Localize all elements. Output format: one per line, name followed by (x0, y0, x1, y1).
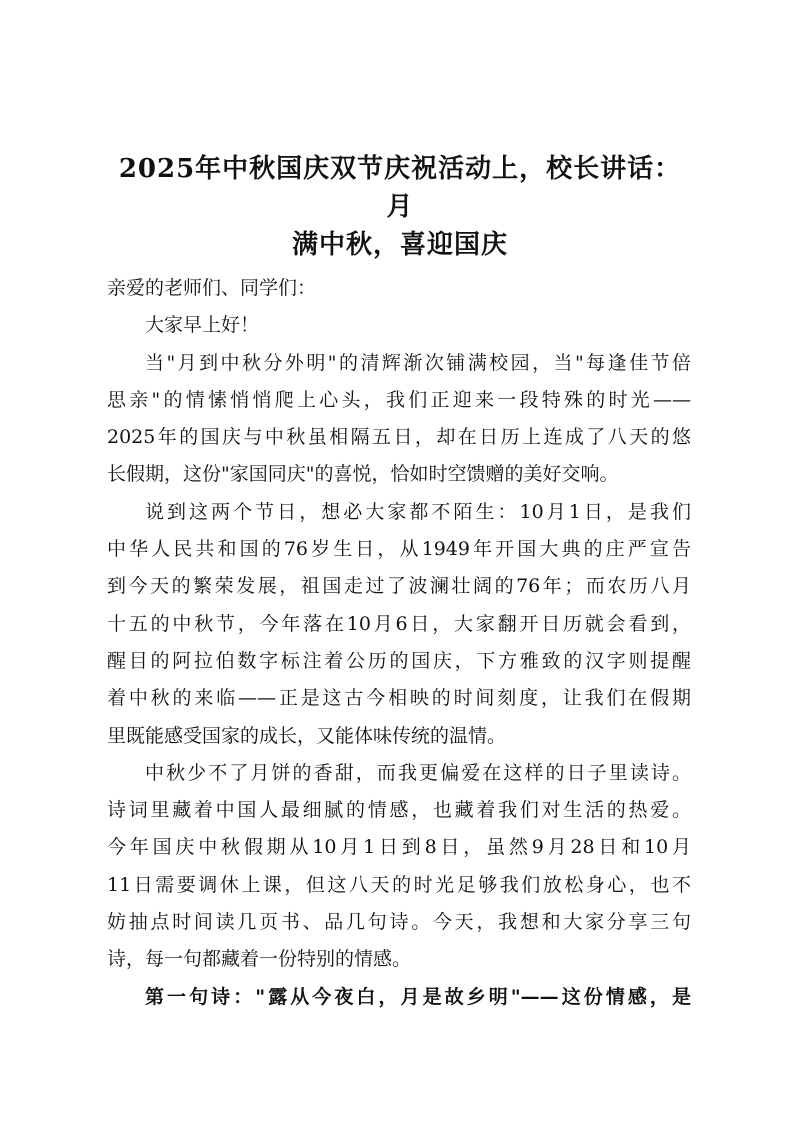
document-body (107, 270, 691, 1016)
title-line: 2025年中秋国庆双节庆祝活动上，校长讲话：月 (118, 154, 682, 222)
text-line: 说到这两个节日，想必大家都不陌生：10月1日，是我们 (145, 500, 691, 523)
text-line: 到今天的繁荣发展，祖国走过了波澜壮阔的76年；而农历八月 (107, 575, 691, 598)
text-line: 诗，每一句都藏着一份特别的情感。 (107, 948, 412, 971)
text-line: 亲爱的老师们、同学们： (107, 277, 317, 299)
text-line: 当"月到中秋分外明"的清辉渐次铺满校园，当"每逢佳节倍 (145, 351, 691, 374)
text-line: 着中秋的来临——正是这古今相映的时间刻度，让我们在假期 (107, 687, 691, 710)
paragraph (107, 494, 691, 755)
paragraph (107, 270, 691, 307)
text-line: 中秋少不了月饼的香甜，而我更偏爱在这样的日子里读诗。 (145, 761, 691, 784)
text-line: 第一句诗："露从今夜白，月是故乡明"——这份情感，是 (145, 985, 691, 1008)
text-line: 思亲"的情愫悄悄爬上心头，我们正迎来一段特殊的时光—— (107, 388, 691, 411)
text-line: 十五的中秋节，今年落在10月6日，大家翻开日历就会看到， (107, 612, 691, 635)
paragraph (107, 979, 691, 1016)
text-line: 今年国庆中秋假期从10月1日到8日，虽然9月28日和10月 (107, 836, 691, 859)
paragraph (107, 307, 691, 344)
text-line: 中华人民共和国的76岁生日，从1949年开国大典的庄严宣告 (107, 538, 691, 561)
text-line: 醒目的阿拉伯数字标注着公历的国庆，下方雅致的汉字则提醒 (107, 649, 691, 672)
paragraph (107, 345, 691, 494)
text-line: 11日需要调休上课，但这八天的时光足够我们放松身心，也不 (107, 873, 691, 896)
text-line: 诗词里藏着中国人最细腻的情感，也藏着我们对生活的热爱。 (107, 799, 691, 822)
text-line: 2025年的国庆与中秋虽相隔五日，却在日历上连成了八天的悠 (107, 426, 691, 449)
text-line: 里既能感受国家的成长，又能体味传统的温情。 (107, 724, 507, 747)
text-line: 长假期，这份"家国同庆"的喜悦，恰如时空馈赠的美好交响。 (107, 463, 619, 486)
title-line: 满中秋，喜迎国庆 (291, 230, 508, 260)
text-line: 大家早上好！ (145, 314, 260, 337)
paragraph (107, 755, 691, 979)
document-title (108, 150, 692, 264)
text-line: 妨抽点时间读几页书、品几句诗。今天，我想和大家分享三句 (107, 911, 691, 934)
